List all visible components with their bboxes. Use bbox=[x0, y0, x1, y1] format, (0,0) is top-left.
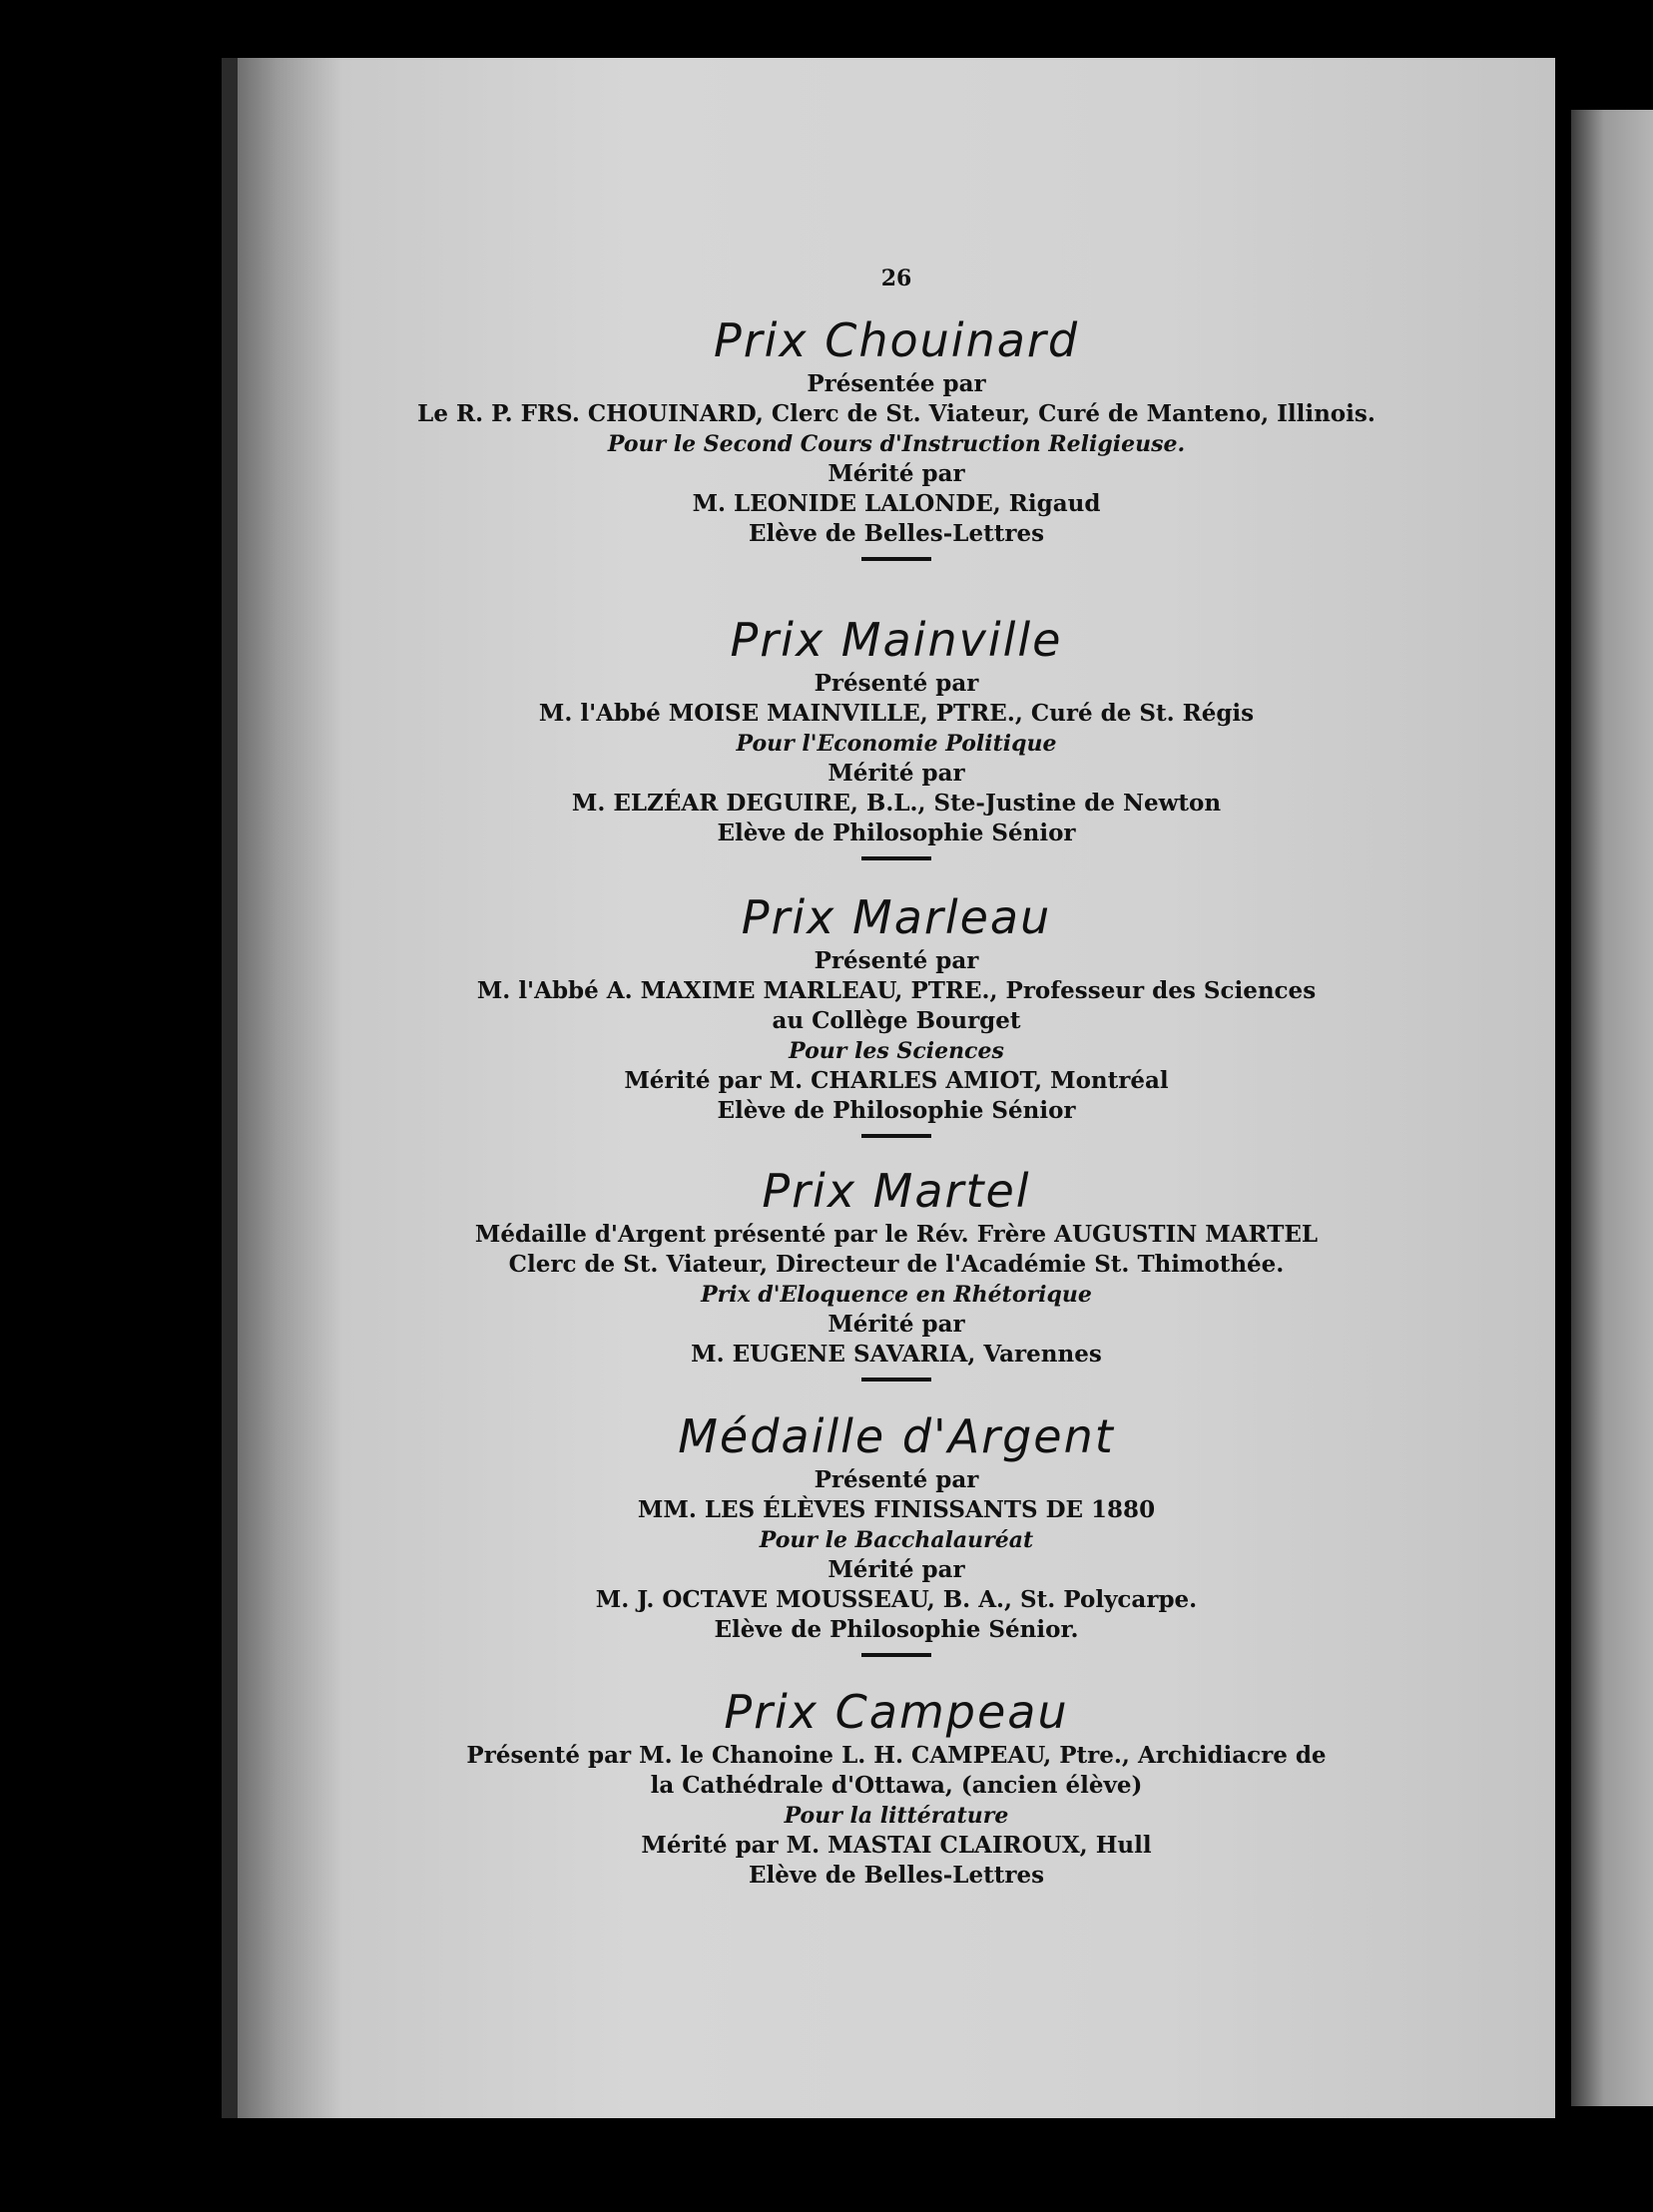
winner-line: M. J. OCTAVE MOUSSEAU, B. A., St. Polycarpe. bbox=[595, 1586, 1198, 1613]
winner-line: Mérité par bbox=[827, 1556, 965, 1583]
page-number: 26 bbox=[880, 266, 912, 291]
prize-purpose: Pour la littérature bbox=[784, 1803, 1009, 1829]
section-title: Prix Martel bbox=[762, 1164, 1031, 1218]
winner-line: M. LEONIDE LALONDE, Rigaud bbox=[692, 490, 1101, 517]
winner-line: M. ELZÉAR DEGUIRE, B.L., Ste-Justine de Newton bbox=[571, 790, 1222, 817]
presenter-line: M. l'Abbé MOISE MAINVILLE, PTRE., Curé de St. Régis bbox=[538, 700, 1255, 727]
winner-line: Elève de Belles-Lettres bbox=[748, 1862, 1045, 1889]
section-title: Prix Campeau bbox=[724, 1685, 1069, 1739]
section-title: Prix Marleau bbox=[741, 890, 1052, 944]
prize-purpose: Pour le Bacchalauréat bbox=[759, 1527, 1034, 1553]
presenter-line: au Collège Bourget bbox=[772, 1007, 1021, 1034]
presenter-line: Présenté par bbox=[814, 947, 979, 974]
section-divider bbox=[861, 557, 931, 561]
section-prix-marleau bbox=[238, 890, 1555, 1138]
winner-line: Mérité par M. MASTAI CLAIROUX, Hull bbox=[641, 1832, 1152, 1859]
presenter-line: Médaille d'Argent présenté par le Rév. Frère AUGUSTIN MARTEL bbox=[474, 1221, 1319, 1248]
presenter-line: Présenté par M. le Chanoine L. H. CAMPEAU, Ptre., Archidiacre de bbox=[466, 1742, 1327, 1769]
prize-purpose: Prix d'Eloquence en Rhétorique bbox=[701, 1282, 1092, 1308]
section-prix-mainville bbox=[238, 613, 1555, 860]
section-divider bbox=[861, 1653, 931, 1657]
prize-purpose: Pour l'Economie Politique bbox=[736, 731, 1057, 757]
section-prix-campeau bbox=[238, 1685, 1555, 1891]
section-title: Prix Mainville bbox=[730, 613, 1063, 667]
prize-purpose: Pour les Sciences bbox=[789, 1038, 1004, 1064]
presenter-line: Le R. P. FRS. CHOUINARD, Clerc de St. Viateur, Curé de Manteno, Illinois. bbox=[417, 400, 1376, 427]
section-title: Médaille d'Argent bbox=[678, 1409, 1115, 1463]
winner-line: Elève de Belles-Lettres bbox=[748, 520, 1045, 547]
presenter-line: la Cathédrale d'Ottawa, (ancien élève) bbox=[650, 1772, 1143, 1799]
winner-line: Mérité par bbox=[827, 460, 965, 487]
section-divider bbox=[861, 1378, 931, 1382]
section-divider bbox=[861, 1134, 931, 1138]
prize-purpose: Pour le Second Cours d'Instruction Religieuse. bbox=[607, 431, 1186, 457]
winner-line: Mérité par bbox=[827, 760, 965, 787]
winner-line: Elève de Philosophie Sénior. bbox=[714, 1616, 1079, 1643]
page-edge bbox=[222, 58, 238, 2118]
winner-line: Elève de Philosophie Sénior bbox=[717, 820, 1076, 846]
winner-line: Mérité par bbox=[827, 1311, 965, 1338]
section-divider bbox=[861, 856, 931, 860]
presenter-line: Présenté par bbox=[814, 670, 979, 697]
section-prix-martel bbox=[238, 1164, 1555, 1382]
facing-page-edge bbox=[1571, 110, 1653, 2106]
section-title: Prix Chouinard bbox=[713, 313, 1080, 367]
presenter-line: Présenté par bbox=[814, 1466, 979, 1493]
section-prix-chouinard bbox=[238, 313, 1555, 561]
presenter-line: Présentée par bbox=[807, 370, 986, 397]
winner-line: Mérité par M. CHARLES AMIOT, Montréal bbox=[624, 1067, 1169, 1094]
winner-line: M. EUGENE SAVARIA, Varennes bbox=[691, 1341, 1102, 1368]
presenter-line: Clerc de St. Viateur, Directeur de l'Académie St. Thimothée. bbox=[508, 1251, 1285, 1278]
winner-line: Elève de Philosophie Sénior bbox=[717, 1097, 1076, 1124]
presenter-line: M. l'Abbé A. MAXIME MARLEAU, PTRE., Professeur des Sciences bbox=[476, 977, 1317, 1004]
presenter-line: MM. LES ÉLÈVES FINISSANTS DE 1880 bbox=[637, 1496, 1156, 1523]
section-medaille-argent bbox=[238, 1409, 1555, 1657]
